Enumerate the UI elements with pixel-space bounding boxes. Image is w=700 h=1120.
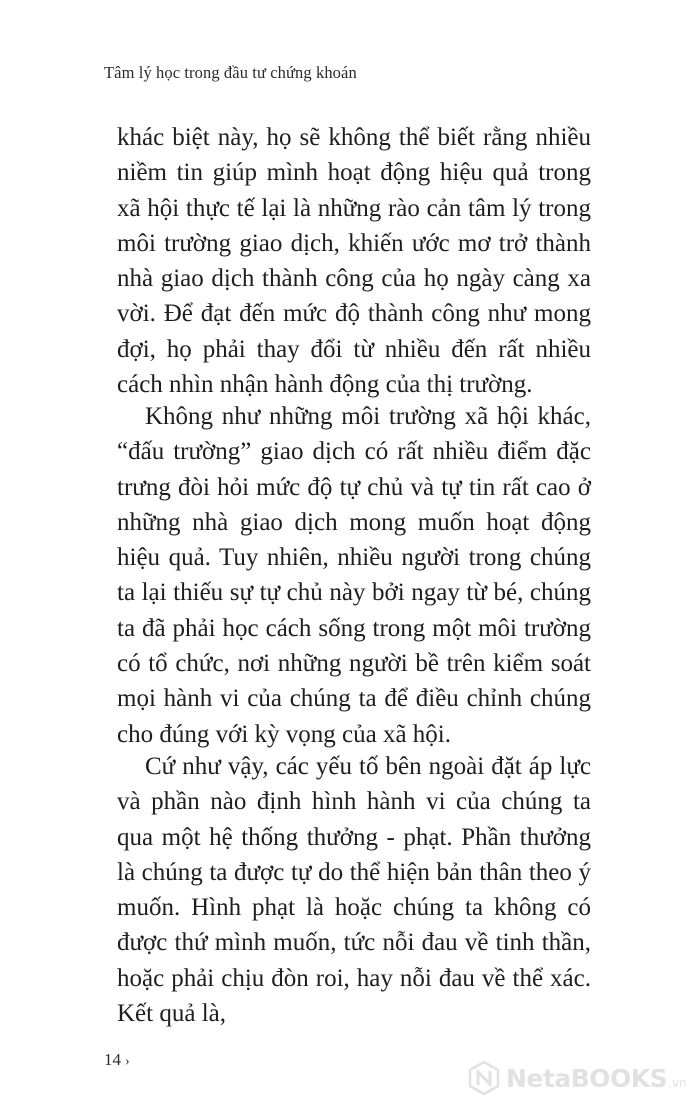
watermark-logo — [468, 1061, 687, 1095]
paragraph-3: Cứ như vậy, các yếu tố bên ngoài đặt áp lực và phần nào định hình hành vi của chúng ta qua một hệ thống thưởng - phạt. Phần thưởng là chúng ta được tự do thể hiện bản thân theo ý muốn. Hình phạt là hoặc chúng ta không có được thứ mình muốn, tức nỗi đau về tinh thần, hoặc phải chịu đòn roi, hay nỗi đau về thể xác. Kết quả là, — [117, 753, 591, 1028]
watermark-suffix: .vn — [668, 1076, 687, 1090]
netabooks-logo-icon — [468, 1061, 500, 1095]
paragraph-1: khác biệt này, họ sẽ không thể biết rằng nhiều niềm tin giúp mình hoạt động hiệu quả trong xã hội thực tế lại là những rào cản tâm lý trong môi trường giao dịch, khiến ước mơ trở thành nhà giao dịch thành công của họ ngày càng xa vời. Để đạt đến mức độ thành công như mong đợi, họ phải thay đổi từ nhiều đến rất nhiều cách nhìn nhận hành động của thị trường. — [117, 124, 591, 399]
page-number: 14 — [104, 1050, 121, 1069]
page-folio — [104, 1050, 130, 1070]
watermark-brand: NetaBOOKS — [506, 1063, 668, 1093]
page-separator: › — [125, 1054, 130, 1069]
running-header: Tâm lý học trong đầu tư chứng khoán — [104, 63, 357, 82]
paragraph-2: Không như những môi trường xã hội khác, “đấu trường” giao dịch có rất nhiều điểm đặc trưng đòi hỏi mức độ tự chủ và tự tin rất cao ở những nhà giao dịch mong muốn hoạt động hiệu quả. Tuy nhiên, nhiều người trong chúng ta lại thiếu sự tự chủ này bởi ngay từ bé, chúng ta đã phải học cách sống trong một môi trường có tổ chức, nơi những người bề trên kiểm soát mọi hành vi của chúng ta để điều chỉnh chúng cho đúng với kỳ vọng của xã hội. — [117, 403, 591, 748]
